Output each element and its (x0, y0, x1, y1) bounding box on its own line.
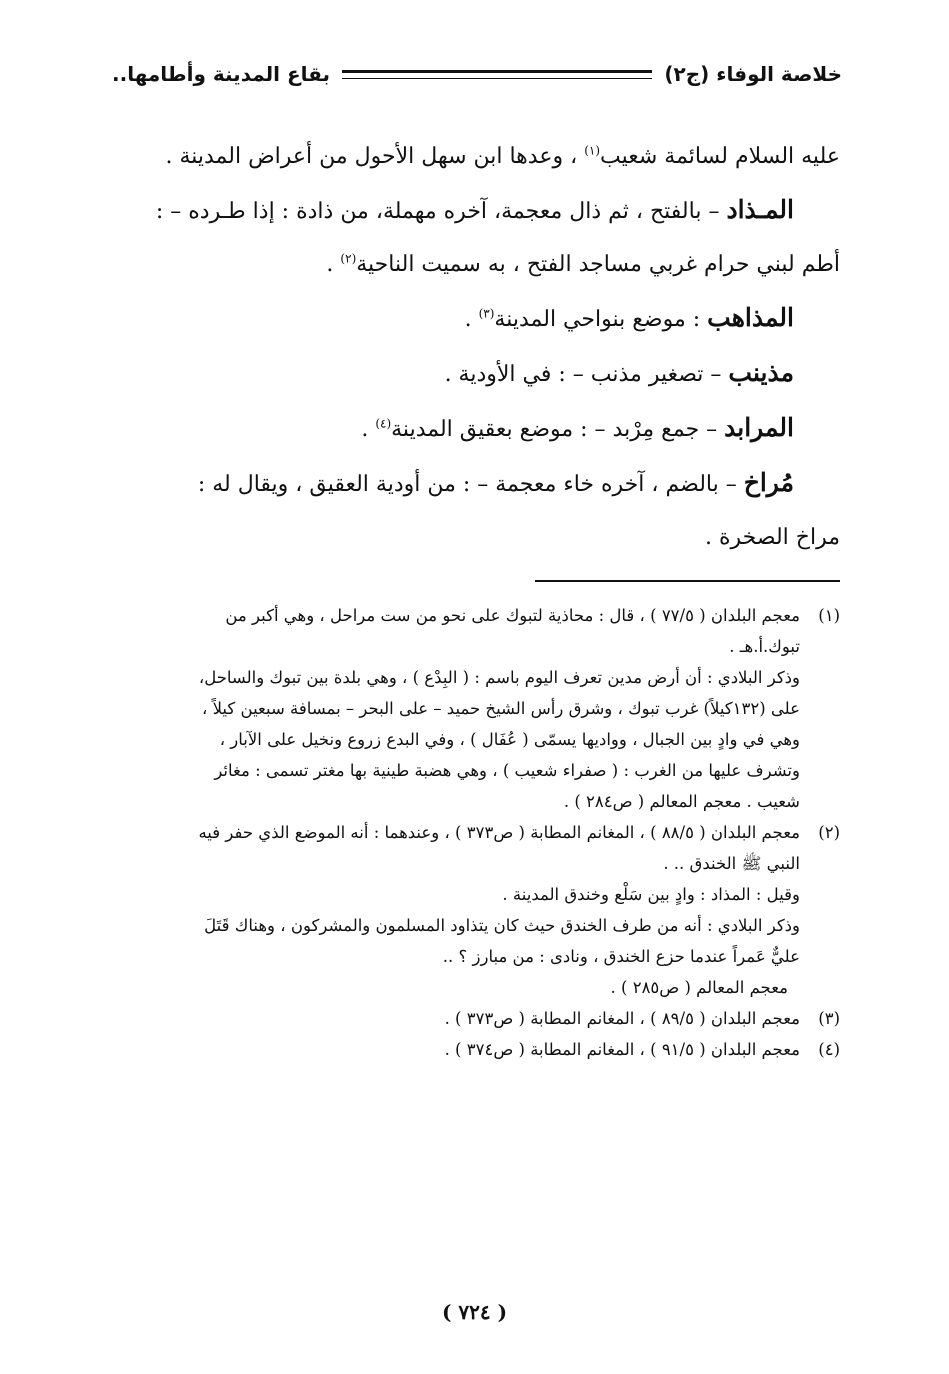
footnote-ref: (٤) (375, 416, 392, 431)
footnote-number: (٢) (818, 823, 840, 842)
footnote-separator (535, 580, 840, 582)
entry-text: – بالضم ، آخره خاء معجمة – : من أودية العقيق ، ويقال له : (197, 472, 744, 497)
entry-text: – تصغير مذنب – : في الأودية . (444, 362, 729, 387)
footnote-4 (118, 1034, 840, 1065)
text-span: . (464, 307, 479, 332)
footnote-line: معجم المعالم ( ص٢٨٥ ) . (610, 978, 788, 997)
footnote-line: معجم البلدان ( ٨٩/٥ ) ، المغانم المطابة ( ص٣٧٣ ) . (444, 1009, 800, 1028)
entry-term: المرابد (724, 413, 794, 442)
text-span: ، وعدها ابن سهل الأحول من أعراض المدينة . (165, 144, 585, 169)
footnote-line: النبي ﷺ الخندق .. . (663, 854, 800, 873)
footnote-line: وهي في وادٍ بين الجبال ، وواديها يسمّى ( عُفَال ) ، وفي البدع زروع ونخيل على الآبار ، (219, 730, 800, 749)
header-rule (342, 70, 652, 79)
footnote-line: وذكر البلادي : أنه من طرف الخندق حيث كان يتذاود المسلمون والمشركون ، وهناك قَتَلَ (204, 916, 800, 935)
entry-text: : موضع بنواحي المدينة (494, 307, 708, 332)
text-span: مراخ الصخرة . (705, 525, 840, 550)
entry-term: مذينب (728, 358, 794, 387)
footnote-line: وقيل : المذاد : وادٍ بين سَلْع وخندق المدينة . (502, 885, 800, 904)
footnote-line: على (١٣٢كيلاً) غرب تبوك ، وشرق رأس الشيخ حميد – على البحر – بمسافة سبعين كيلاً ، (202, 699, 800, 718)
footnote-ref: (١) (584, 143, 601, 158)
entry-midad (118, 183, 840, 238)
footnote-line: وتشرف عليها من الغرب : ( صفراء شعيب ) ، وهي هضبة طينية بها مغتر تسمى : مغائر (214, 761, 800, 780)
footnote-1 (118, 600, 840, 817)
footnote-line: تبوك.أ.هـ . (729, 637, 800, 656)
header-book-title: خلاصة الوفاء (ج٢) (664, 62, 842, 86)
page-number: ( ٧٢٤ ) (441, 1300, 508, 1324)
text-span: . (361, 417, 376, 442)
footnote-ref: (٢) (340, 251, 357, 266)
entry-text: – جمع مِرْبد – : موضع بعقيق المدينة (391, 417, 725, 442)
footnote-text (118, 600, 800, 817)
running-header (112, 54, 842, 94)
text-span: . (326, 252, 341, 277)
footnote-line: وذكر البلادي : أن أرض مدين تعرف اليوم باسم : ( البِدْع ) ، وهي بلدة بين تبوك والساحل، (198, 668, 800, 687)
entry-text: – بالفتح ، ثم ذال معجمة، آخره مهملة، من ذادة : إذا طـرده – : (155, 199, 727, 224)
text-line (118, 511, 840, 564)
footnote-line: معجم البلدان ( ٩١/٥ ) ، المغانم المطابة ( ص٣٧٤ ) . (444, 1040, 800, 1059)
footnote-line: معجم البلدان ( ٧٧/٥ ) ، قال : محاذية لتبوك على نحو من ست مراحل ، وهي أكبر من (225, 606, 800, 625)
footnote-number: (١) (818, 606, 840, 625)
entry-mudhaynib (118, 346, 840, 401)
text-span: عليه السلام لسائمة شعيب (600, 144, 840, 169)
entry-madhahib (118, 291, 840, 346)
footnote-text (118, 1034, 800, 1065)
footnote-text (118, 1003, 800, 1034)
footnote-line: عليٌّ عَمراً عندما حزع الخندق ، ونادى : من مبارز ؟ .. (442, 947, 800, 966)
entry-term: مُراخ (743, 468, 794, 497)
footnote-3 (118, 1003, 840, 1034)
entry-marabid (118, 401, 840, 456)
footnote-line: معجم البلدان ( ٨٨/٥ ) ، المغانم المطابة ( ص٣٧٣ ) ، وعندهما : أنه الموضع الذي حفر فيه (198, 823, 800, 842)
entry-term: المذاهب (707, 303, 794, 332)
footnote-number: (٣) (818, 1009, 840, 1028)
footnote-ref: (٣) (478, 306, 495, 321)
text-line (118, 130, 840, 183)
footnote-line: شعيب . معجم المعالم ( ص٢٨٤ ) . (563, 792, 800, 811)
footnote-number: (٤) (818, 1040, 840, 1059)
footnote-text (118, 817, 800, 1003)
entry-term: المـذاد (726, 195, 794, 224)
header-chapter-title: بقاع المدينة وأطامها.. (112, 62, 331, 86)
footnotes (118, 600, 840, 1065)
footnote-2 (118, 817, 840, 1003)
main-text (118, 130, 840, 564)
text-line (118, 238, 840, 291)
entry-murakh (118, 456, 840, 511)
text-span: أطم لبني حرام غربي مساجد الفتح ، به سميت الناحية (356, 252, 840, 277)
